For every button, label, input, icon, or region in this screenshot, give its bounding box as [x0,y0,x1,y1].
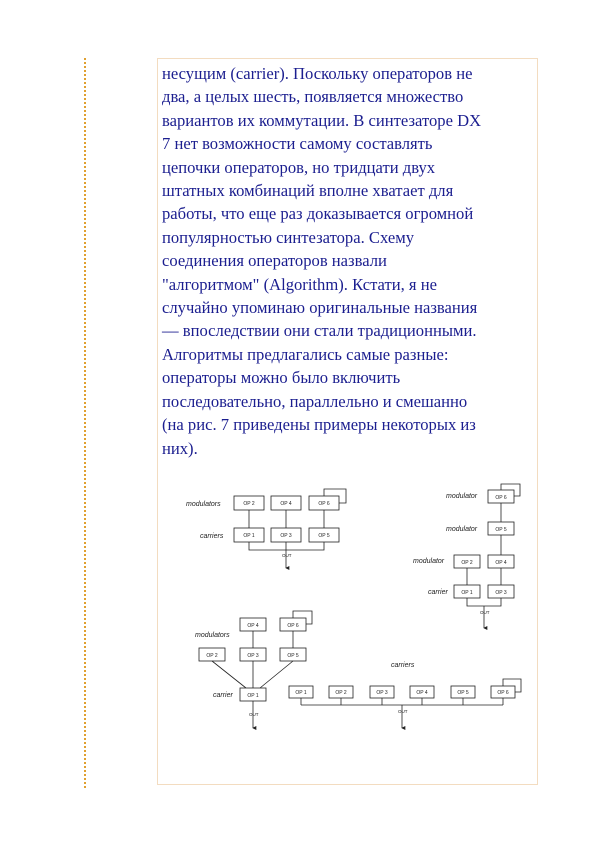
text-line: "алгоритмом" (Algorithm). Кстати, я не [162,274,437,294]
carriers-label: carriers [200,533,224,540]
text-line: (на рис. 7 приведены примеры некоторых из [162,415,476,435]
modulators-label: modulators [195,632,230,639]
operator-label: OP 6 [495,495,507,501]
operator-label: OP 1 [461,590,473,596]
out-label: OUT [249,712,259,717]
operator-label: OP 5 [287,653,299,659]
text-line: последовательно, параллельно и смешанно [162,391,468,411]
operator-label: OP 4 [247,623,259,629]
operator-label: OP 3 [376,690,388,696]
operator-label: OP 3 [247,653,259,659]
text-line: — впоследствии они стали традиционными. [162,321,477,341]
operator-label: OP 5 [318,533,330,539]
operator-label: OP 3 [280,533,292,539]
operator-label: OP 6 [318,501,330,507]
text-line: несущим (carrier). Поскольку операторов не [162,64,473,83]
algorithm-diagram-3 [195,611,312,728]
text-line: 7 нет возможности самому составлять [162,134,433,154]
operator-label: OP 1 [295,690,307,696]
operator-label: OP 2 [243,501,255,507]
text-line: штатных комбинаций вполне хватает для [162,181,454,201]
operator-label: OP 3 [495,590,507,596]
operator-label: OP 1 [243,533,255,539]
text-line: два, а целых шесть, появляется множество [162,87,464,107]
modulator-label: modulator [413,558,445,565]
operator-label: OP 6 [287,623,299,629]
modulator-label: modulator [446,493,478,500]
text-line: популярностью синтезатора. Схему [162,227,414,247]
operator-label: OP 5 [495,527,507,533]
algorithm-diagram-2 [413,484,520,628]
carrier-label: carrier [213,692,233,699]
operator-label: OP 6 [497,690,509,696]
text-line: случайно упоминаю оригинальные названия [162,298,478,318]
text-line: вариантов их коммутации. В синтезаторе DX [162,110,482,130]
operator-label: OP 4 [495,560,507,566]
carrier-label: carrier [428,589,448,596]
modulators-label: modulators [186,501,221,508]
operator-label: OP 4 [416,690,428,696]
operator-label: OP 4 [280,501,292,507]
operator-label: OP 2 [335,690,347,696]
algorithm-diagram-1 [186,489,346,568]
text-line: работы, что еще раз доказывается огромной [162,204,474,224]
text-line: цепочки операторов, но тридцати двух [162,157,436,177]
text-line: операторы можно было включить [162,368,401,388]
text-line: них). [162,438,198,458]
out-label: OUT [282,553,292,558]
out-label: OUT [398,709,408,714]
operator-label: OP 2 [461,560,473,566]
algorithm-diagram-4 [289,662,521,728]
carriers-label: carriers [391,662,415,669]
operator-label: OP 1 [247,693,259,699]
out-label: OUT [480,610,490,615]
operator-label: OP 5 [457,690,469,696]
text-line: соединения операторов назвали [162,251,387,271]
operator-label: OP 2 [206,653,218,659]
text-line: Алгоритмы предлагались самые разные: [162,344,449,364]
modulator-label: modulator [446,526,478,533]
